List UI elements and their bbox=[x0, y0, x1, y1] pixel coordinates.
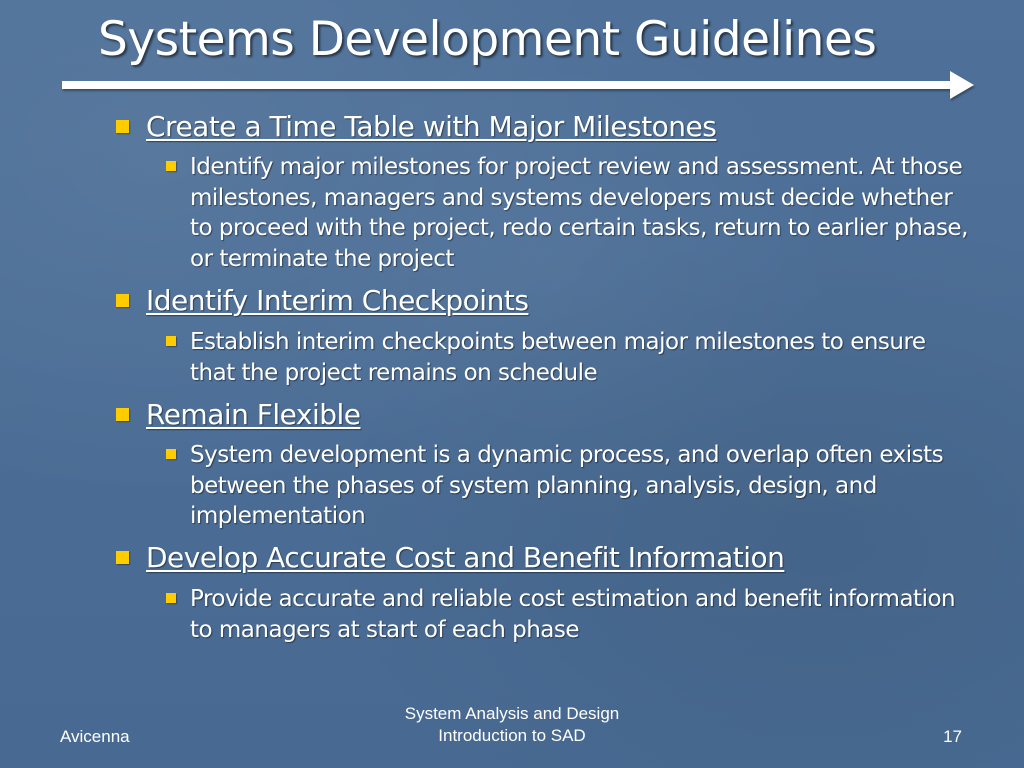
arrowhead-icon bbox=[950, 71, 974, 99]
sub-bullet-text-4: Provide accurate and reliable cost estimation and benefit information to managers at start of each phase bbox=[190, 586, 956, 643]
footer-course bbox=[312, 703, 712, 747]
bullet-heading-1[interactable]: Create a Time Table with Major Milestones bbox=[146, 110, 717, 143]
square-bullet-icon bbox=[116, 551, 129, 564]
title-underline-arrow bbox=[62, 81, 952, 89]
square-bullet-icon bbox=[166, 449, 176, 459]
bullet-heading-3[interactable]: Remain Flexible bbox=[146, 398, 361, 431]
square-bullet-icon bbox=[116, 294, 129, 307]
square-bullet-icon bbox=[116, 120, 129, 133]
page-number: 17 bbox=[943, 727, 962, 746]
footer-course-subtitle: Introduction to SAD bbox=[438, 726, 586, 745]
bullet-heading-2[interactable]: Identify Interim Checkpoints bbox=[146, 284, 529, 317]
bullet-heading-4[interactable]: Develop Accurate Cost and Benefit Information bbox=[146, 541, 785, 574]
footer-course-title: System Analysis and Design bbox=[404, 704, 620, 723]
square-bullet-icon bbox=[166, 161, 176, 171]
footer-author: Avicenna bbox=[60, 727, 130, 746]
sub-bullet-text-1: Identify major milestones for project review and assessment. At those milestones, managers and systems developers must decide whether to proceed with the project, redo certain tasks, return to earlier phase, or terminate the project bbox=[190, 154, 968, 272]
slide-title: Systems Development Guidelines bbox=[98, 12, 877, 67]
square-bullet-icon bbox=[116, 408, 129, 421]
sub-bullet-text-3: System development is a dynamic process, and overlap often exists between the phases of system planning, analysis, design, and implementation bbox=[190, 442, 944, 529]
sub-bullet-text-2: Establish interim checkpoints between major milestones to ensure that the project remains on schedule bbox=[190, 329, 926, 386]
square-bullet-icon bbox=[166, 593, 176, 603]
square-bullet-icon bbox=[166, 336, 176, 346]
